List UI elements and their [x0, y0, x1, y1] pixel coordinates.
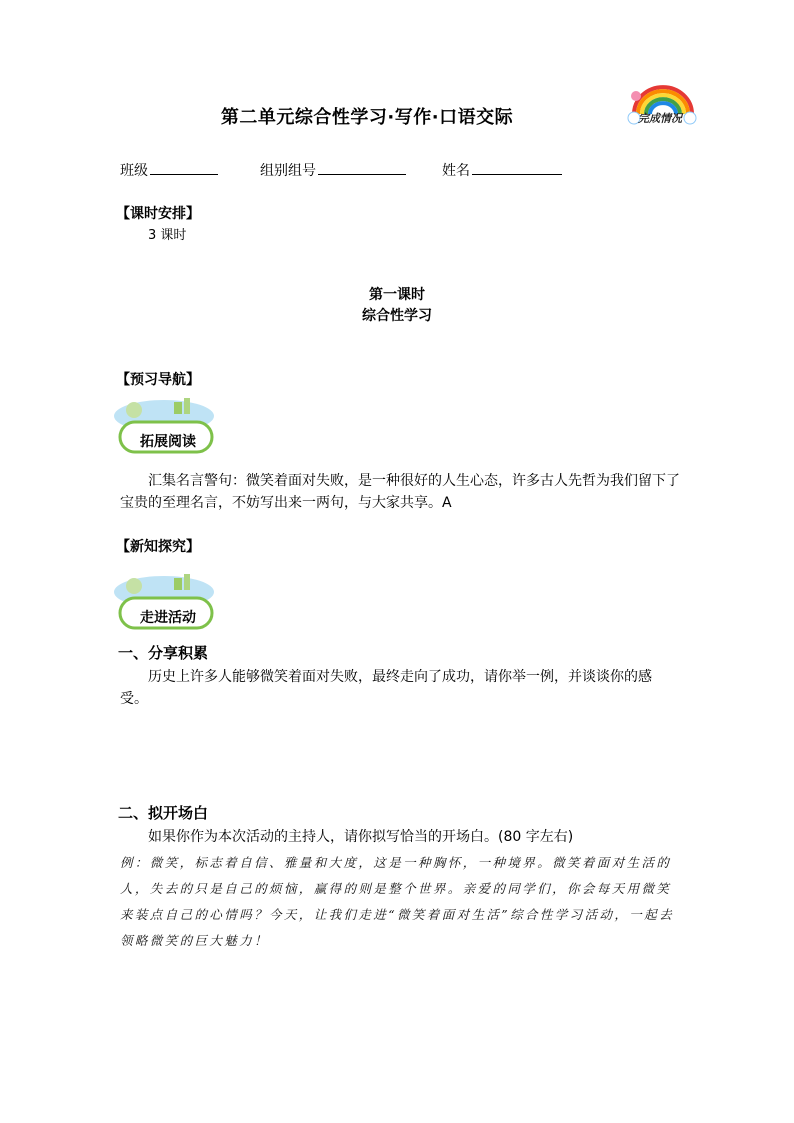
part1-heading: 一、分享积累: [118, 644, 209, 662]
explore-heading: 【新知探究】: [116, 539, 200, 555]
lesson1-title: 第一课时: [369, 287, 425, 303]
page-title: 第二单元综合性学习·写作·口语交际: [220, 107, 514, 128]
name-label: 姓名: [442, 163, 470, 179]
part2-text: 如果你作为本次活动的主持人，请你拟写恰当的开场白。(80 字左右): [148, 829, 574, 845]
badge-label: 完成情况: [638, 112, 682, 125]
preview-banner: [112, 396, 216, 458]
schedule-heading: 【课时安排】: [116, 206, 200, 222]
preview-text: 汇集名言警句：微笑着面对失败，是一种很好的人生心态，许多古人先哲为我们留下了宝贵的至理名言，不妨写出来一两句，与大家共享。A: [120, 473, 680, 511]
preview-banner-label: 拓展阅读: [140, 434, 196, 450]
class-label: 班级: [120, 163, 148, 179]
explore-banner: [112, 572, 216, 634]
part2-example: 例：微笑，标志着自信、雅量和大度，这是一种胸怀，一种境界。微笑着面对生活的人，失去的只是自己的烦恼，赢得的则是整个世界。亲爱的同学们，你会每天用微笑来装点自己的心情吗？今天，让我们走进“微笑着面对生活”综合性学习活动，一起去领略微笑的巨大魅力！: [120, 855, 674, 948]
completion-badge: [626, 80, 700, 130]
part1-text: 历史上许多人能够微笑着面对失败，最终走向了成功，请你举一例，并谈谈你的感受。: [120, 669, 652, 707]
group-blank[interactable]: [318, 160, 406, 175]
part2-heading: 二、拟开场白: [118, 804, 209, 822]
lesson1-subtitle: 综合性学习: [362, 308, 432, 324]
class-blank[interactable]: [150, 160, 218, 175]
group-label: 组别组号: [260, 163, 316, 179]
schedule-value: 3 课时: [148, 228, 187, 243]
explore-banner-label: 走进活动: [140, 610, 196, 626]
name-blank[interactable]: [472, 160, 562, 175]
preview-heading: 【预习导航】: [116, 372, 200, 388]
